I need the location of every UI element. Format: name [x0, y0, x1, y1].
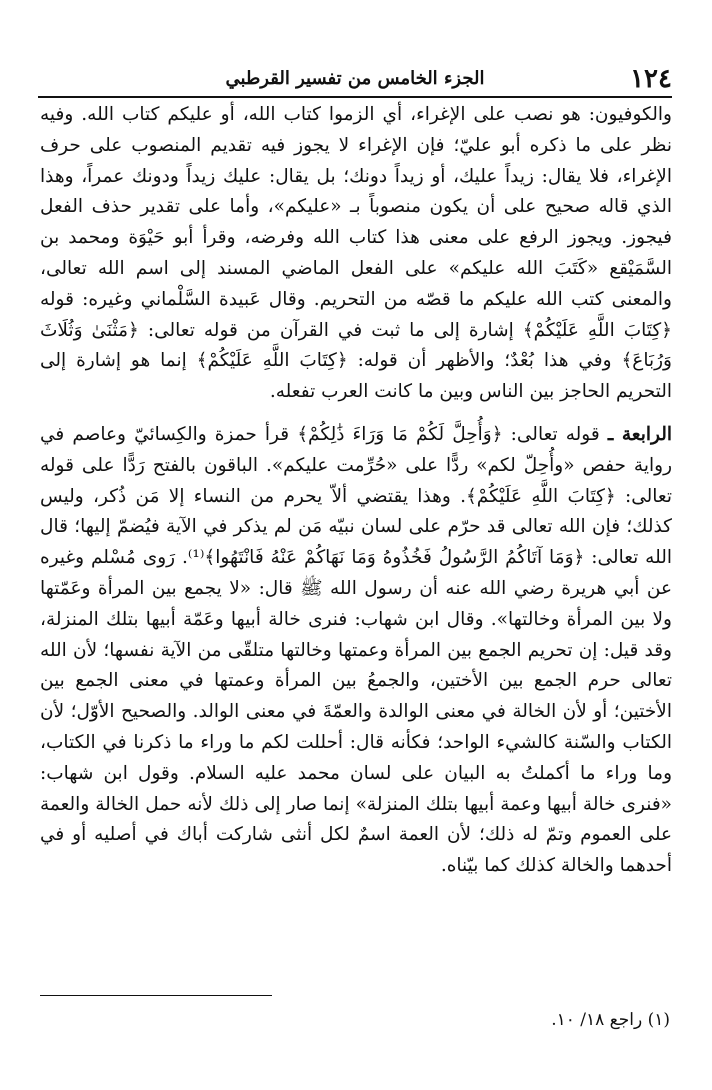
page-number: ١٢٤	[630, 64, 672, 94]
body-text	[40, 100, 672, 882]
page-header	[38, 62, 672, 98]
paragraph-2-text: قوله تعالى: ﴿وَأُحِلَّ لَكُمْ مَا وَرَاءَ ذَٰلِكُمْ﴾ قرأ حمزة والكِسائيّ وعاصم في رواية حفص «وأُحِلّ لكم» ردًّا على «حُرِّمت عليكم». الباقون بالفتح رَدًّا على قوله تعالى: ﴿كِتَابَ اللَّهِ عَلَيْكُمْ﴾. وهذا يقتضي ألاّ يحرم من النساء إلا مَن ذُكر، وليس كذلك؛ فإن الله تعالى قد حرّم على لسان نبيّه مَن لم يذكر في الآية فيُضمّ إليها؛ قال الله تعالى: ﴿وَمَا آتَاكُمُ الرَّسُولُ فَخُذُوهُ وَمَا نَهَاكُمْ عَنْهُ فَانْتَهُوا﴾⁽¹⁾. رَوى مُسْلم وغيره عن أبي هريرة رضي الله عنه أن رسول الله ﷺ قال: «لا يجمع بين المرأة وعَمّتها ولا بين المرأة وخالتها». وقال ابن شهاب: فنرى خالة أبيها وعَمّة أبيها بتلك المنزلة، وقد قيل: إن تحريم الجمع بين المرأة وعمتها وخالتها متلقّى من الآية نفسها؛ لأن الله تعالى حرم الجمع بين الأختين، والجمعُ بين المرأة وعمتها في معنى الجمع بين الأختين؛ أو لأن الخالة في معنى الوالدة والعمّةَ في معنى الوالد. والصحيح الأوّل؛ لأن الكتاب والسّنة كالشيء الواحد؛ فكأنه قال: أحللت لكم ما وراء ما ذكرنا في الكتاب، وما وراء ما أكملتُ به البيان على لسان محمد عليه السلام. وقول ابن شهاب: «فنرى خالة أبيها وعمة أبيها بتلك المنزلة» إنما صار إلى ذلك لأنه حمل الخالة والعمة على العموم وتمّ له ذلك؛ لأن العمة اسمٌ لكل أنثى شاركت أباك في أصليه أو في أحدهما والخالة كذلك كما بيّناه.	[40, 423, 672, 877]
paragraph-1-text: والكوفيون: هو نصب على الإغراء، أي الزموا كتاب الله، أو عليكم كتاب الله. وفيه نظر على ما ذكره أبو عليّ؛ فإن الإغراء لا يجوز فيه تقديم المنصوب على حرف الإغراء، فلا يقال: زيداً عليك، أو زيداً دونك؛ بل يقال: عليك زيداً ودونك عمراً، وهذا الذي قاله صحيح على أن يكون منصوباً بـ «عليكم»، وأما على تقدير حذف الفعل فيجوز. ويجوز الرفع على معنى هذا كتاب الله وفرضه، وقرأ أبو حَيْوَة ومحمد بن السَّمَيْقع «كَتَبَ الله عليكم» على الفعل الماضي المسند إلى اسم الله تعالى، والمعنى كتب الله عليكم ما قصّه من التحريم. وقال عَبيدة السَّلْماني وغيره: قوله ﴿كِتَابَ اللَّهِ عَلَيْكُمْ﴾ إشارة إلى ما ثبت في القرآن من قوله تعالى: ﴿مَثْنَىٰ وَثُلَاثَ وَرُبَاعَ﴾ وفي هذا بُعْدٌ؛ والأظهر أن قوله: ﴿كِتَابَ اللَّهِ عَلَيْكُمْ﴾ إنما هو إشارة إلى التحريم الحاجز بين الناس وبين ما كانت العرب تفعله.	[40, 104, 672, 403]
paragraph-2	[40, 420, 672, 882]
footnote: (١) راجع ١٨/ ١٠.	[551, 1010, 670, 1030]
running-title: الجزء الخامس من تفسير القرطبي	[225, 68, 485, 89]
paragraph-1	[40, 100, 672, 408]
paragraph-2-lead: الرابعة ـ	[607, 423, 672, 445]
footnote-divider	[40, 995, 272, 996]
